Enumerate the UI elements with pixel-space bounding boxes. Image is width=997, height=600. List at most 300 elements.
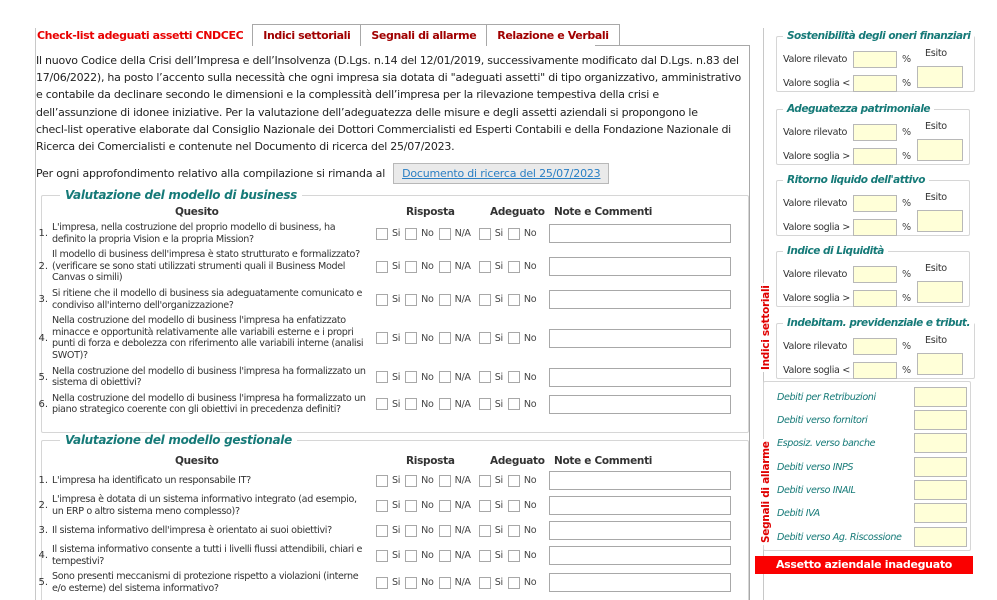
segnale-label: Debiti IVA <box>777 507 820 519</box>
checkbox-label: Si <box>494 577 503 589</box>
checkbox-label: Si <box>392 261 401 273</box>
percent-sign: % <box>902 365 911 376</box>
risposta-si-checkbox[interactable] <box>376 525 400 537</box>
valore-rilevato-label: Valore rilevato <box>783 54 848 65</box>
notes-input[interactable] <box>549 290 731 309</box>
column-header-row <box>32 455 740 469</box>
question-row <box>32 519 737 542</box>
tab-segnali-allarme[interactable]: Segnali di allarme <box>360 24 487 46</box>
notes-input[interactable] <box>549 471 731 490</box>
question-text: L'impresa ha identificato un responsabile IT? <box>52 474 251 486</box>
checkbox-box[interactable] <box>508 577 520 589</box>
question-row <box>32 542 737 569</box>
risposta-no-checkbox[interactable] <box>405 228 433 240</box>
risposta-si-checkbox[interactable] <box>376 398 400 410</box>
adeguato-si-checkbox[interactable] <box>479 332 503 344</box>
question-text: Il sistema informativo dell'impresa è orientato ai suoi obiettivi? <box>52 524 332 536</box>
indici-side-label: Indici settoriali <box>760 285 772 370</box>
risposta-na-checkbox[interactable] <box>439 261 471 273</box>
checkbox-label: No <box>421 398 434 410</box>
status-banner: Assetto aziendale inadeguato <box>755 556 973 574</box>
risposta-si-checkbox[interactable] <box>376 294 400 306</box>
question-number: 1. <box>38 475 48 486</box>
checkbox-box[interactable] <box>439 500 451 512</box>
checkbox-label: N/A <box>454 332 471 344</box>
indice-group <box>776 317 975 379</box>
risposta-no-checkbox[interactable] <box>405 371 433 383</box>
checkbox-label: No <box>523 228 537 240</box>
valore-rilevato-label: Valore rilevato <box>783 198 848 209</box>
checkbox-box[interactable] <box>508 550 520 562</box>
question-number: 4. <box>38 550 48 562</box>
answer-options <box>376 371 541 383</box>
valore-soglia-label: Valore soglia < <box>783 78 850 89</box>
segnale-label: Debiti verso Ag. Riscossione <box>777 531 902 543</box>
checkbox-box[interactable] <box>405 332 417 344</box>
checkbox-box[interactable] <box>439 294 451 306</box>
checkbox-label: N/A <box>454 294 471 306</box>
risposta-si-checkbox[interactable] <box>376 261 400 273</box>
column-note: Note e Commenti <box>554 206 653 218</box>
checkbox-label: No <box>523 398 537 410</box>
answer-options <box>376 332 541 344</box>
question-text: Il sistema informativo consente a tutti i livelli flussi attendibili, chiari e tempestivi? <box>52 544 363 567</box>
valore-soglia-row <box>783 362 911 379</box>
percent-sign: % <box>902 78 911 89</box>
question-text: Nella costruzione del modello di business l'impresa ha formalizzato un piano strategico coerente con gli obiettivi in precedenza definiti? <box>52 392 366 416</box>
checkbox-label: Si <box>494 475 503 486</box>
checkbox-box[interactable] <box>405 550 417 562</box>
valore-rilevato-row <box>783 338 911 355</box>
checkbox-box[interactable] <box>439 261 451 273</box>
checkbox-label: N/A <box>454 525 471 537</box>
valore-rilevato-input[interactable] <box>853 124 897 141</box>
question-row <box>32 286 737 313</box>
risposta-si-checkbox[interactable] <box>376 332 400 344</box>
checkbox-box[interactable] <box>508 371 520 383</box>
risposta-no-checkbox[interactable] <box>405 475 433 487</box>
checkbox-box[interactable] <box>439 475 451 487</box>
checkbox-box[interactable] <box>479 261 491 273</box>
segnale-row <box>777 527 967 547</box>
valore-rilevato-input[interactable] <box>853 195 897 212</box>
checkbox-box[interactable] <box>479 577 491 589</box>
checkbox-box[interactable] <box>479 371 491 383</box>
checkbox-label: No <box>421 371 434 383</box>
intro-line: dell’assunzione di idonee iniziative. Per la valutazione dell’adeguatezza delle misure e degli assetti aziendali si propongono le <box>36 105 698 119</box>
risposta-no-checkbox[interactable] <box>405 332 433 344</box>
risposta-no-checkbox[interactable] <box>405 294 433 306</box>
percent-sign: % <box>902 54 911 65</box>
esito-input[interactable] <box>917 281 963 303</box>
question-number: 3. <box>38 525 48 537</box>
checkbox-box[interactable] <box>405 261 417 273</box>
checkbox-box[interactable] <box>508 475 520 487</box>
checkbox-box[interactable] <box>508 261 520 273</box>
adeguato-si-checkbox[interactable] <box>479 228 503 240</box>
adeguato-no-checkbox[interactable] <box>508 475 536 487</box>
indice-title: Indebitam. previdenziale e tribut. <box>787 317 970 329</box>
checkbox-label: N/A <box>454 261 471 273</box>
adeguato-si-checkbox[interactable] <box>479 261 503 273</box>
column-adeguato: Adeguato <box>490 455 545 467</box>
checkbox-label: Si <box>494 332 503 344</box>
column-risposta: Risposta <box>406 455 455 467</box>
segnale-input[interactable] <box>914 527 967 547</box>
tab-indici-settoriali[interactable]: Indici settoriali <box>252 24 361 46</box>
checkbox-box[interactable] <box>439 525 451 537</box>
checkbox-label: Si <box>392 475 401 486</box>
checkbox-box[interactable] <box>405 577 417 589</box>
adeguato-no-checkbox[interactable] <box>508 500 536 512</box>
risposta-na-checkbox[interactable] <box>439 398 471 410</box>
notes-input[interactable] <box>549 257 731 276</box>
notes-input[interactable] <box>549 496 731 515</box>
segnale-row <box>777 457 967 477</box>
business-section-title: Valutazione del modello di business <box>65 188 298 202</box>
checkbox-box[interactable] <box>479 228 491 240</box>
notes-input[interactable] <box>549 521 731 540</box>
checkbox-label: No <box>523 332 537 344</box>
checkbox-label: Si <box>494 500 503 512</box>
checkbox-box[interactable] <box>439 398 451 410</box>
checkbox-label: Si <box>494 261 503 273</box>
risposta-si-checkbox[interactable] <box>376 500 400 512</box>
checkbox-box[interactable] <box>376 525 388 537</box>
segnale-row <box>777 410 967 430</box>
valore-soglia-input[interactable] <box>853 362 897 379</box>
risposta-na-checkbox[interactable] <box>439 294 471 306</box>
segnale-label: Esposiz. verso banche <box>777 437 876 449</box>
risposta-na-checkbox[interactable] <box>439 332 471 344</box>
question-number: 5. <box>38 577 48 589</box>
indice-group <box>776 174 970 236</box>
valore-soglia-label: Valore soglia > <box>783 293 850 304</box>
risposta-na-checkbox[interactable] <box>439 228 471 240</box>
indice-title: Ritorno liquido dell'attivo <box>787 174 925 186</box>
checkbox-box[interactable] <box>376 475 388 487</box>
esito-label: Esito <box>925 263 947 274</box>
checkbox-label: No <box>523 294 537 306</box>
checkbox-label: Si <box>494 228 503 240</box>
risposta-na-checkbox[interactable] <box>439 371 471 383</box>
question-row <box>32 313 737 363</box>
checkbox-box[interactable] <box>376 261 388 273</box>
question-row <box>32 492 737 519</box>
checkbox-box[interactable] <box>376 371 388 383</box>
valore-soglia-label: Valore soglia > <box>783 151 850 162</box>
question-text: L'impresa è dotata di un sistema informativo integrato (ad esempio, un ERP o altro sistema meno complesso)? <box>52 494 357 517</box>
segnale-input[interactable] <box>914 503 967 523</box>
adeguato-si-checkbox[interactable] <box>479 550 503 562</box>
checkbox-label: Si <box>494 294 503 306</box>
checkbox-label: N/A <box>454 500 471 512</box>
question-text: Si ritiene che il modello di business sia adeguatamente comunicato e condiviso all'interno dell'organizzazione? <box>52 287 363 311</box>
segnale-input[interactable] <box>914 410 967 430</box>
checkbox-box[interactable] <box>508 228 520 240</box>
adeguato-no-checkbox[interactable] <box>508 261 536 273</box>
segnale-label: Debiti verso INAIL <box>777 484 856 496</box>
risposta-no-checkbox[interactable] <box>405 550 433 562</box>
esito-input[interactable] <box>917 139 963 161</box>
checkbox-label: Si <box>392 398 401 410</box>
checkbox-box[interactable] <box>376 228 388 240</box>
notes-input[interactable] <box>549 224 731 243</box>
risposta-na-checkbox[interactable] <box>439 577 471 589</box>
notes-input[interactable] <box>549 368 731 387</box>
checkbox-label: N/A <box>454 371 471 383</box>
valore-soglia-row <box>783 75 911 92</box>
checkbox-box[interactable] <box>439 577 451 589</box>
checkbox-label: Si <box>392 228 401 240</box>
valore-rilevato-input[interactable] <box>853 266 897 283</box>
checkbox-label: Si <box>494 371 503 383</box>
question-text: L'impresa, nella costruzione del proprio modello di business, ha definito la propria Vision e la propria Mission? <box>52 222 336 245</box>
adeguato-no-checkbox[interactable] <box>508 577 536 589</box>
risposta-na-checkbox[interactable] <box>439 475 471 487</box>
risposta-no-checkbox[interactable] <box>405 500 433 512</box>
checkbox-box[interactable] <box>439 228 451 240</box>
question-row <box>32 391 737 418</box>
checkbox-box[interactable] <box>376 332 388 344</box>
valore-soglia-input[interactable] <box>853 75 897 92</box>
risposta-si-checkbox[interactable] <box>376 371 400 383</box>
valore-soglia-input[interactable] <box>853 148 897 165</box>
percent-sign: % <box>902 127 911 138</box>
esito-label: Esito <box>925 48 947 59</box>
column-header-row <box>32 206 740 220</box>
checkbox-box[interactable] <box>376 577 388 589</box>
risposta-na-checkbox[interactable] <box>439 500 471 512</box>
valore-soglia-label: Valore soglia > <box>783 222 850 233</box>
adeguato-no-checkbox[interactable] <box>508 294 536 306</box>
question-row <box>32 247 737 286</box>
checkbox-label: Si <box>494 525 503 537</box>
answer-options <box>376 398 541 410</box>
answer-options <box>376 294 541 306</box>
question-text: Sono presenti meccanismi di protezione rispetto a violazioni (interne e/o esterne) del sistema informativo? <box>52 571 359 594</box>
valore-soglia-input[interactable] <box>853 290 897 307</box>
intro-line: checl-list operative elaborate dal Consiglio Nazionale dei Dottori Commercialisti ed Esperti Contabili e della Fondazione Nazionale di <box>36 122 731 136</box>
percent-sign: % <box>902 269 911 280</box>
checkbox-label: No <box>523 261 537 273</box>
esito-input[interactable] <box>917 210 963 232</box>
question-number: 6. <box>38 398 48 410</box>
checkbox-label: No <box>523 577 537 589</box>
segnale-row <box>777 433 967 453</box>
answer-options <box>376 577 541 589</box>
esito-input[interactable] <box>917 66 963 88</box>
adeguato-no-checkbox[interactable] <box>508 228 536 240</box>
checkbox-label: N/A <box>454 398 471 410</box>
checkbox-label: Si <box>494 398 503 410</box>
notes-input[interactable] <box>549 573 731 592</box>
valore-rilevato-row <box>783 195 911 212</box>
segnale-input[interactable] <box>914 480 967 500</box>
question-number: 1. <box>38 228 48 240</box>
risposta-si-checkbox[interactable] <box>376 550 400 562</box>
risposta-no-checkbox[interactable] <box>405 577 433 589</box>
column-risposta: Risposta <box>406 206 455 218</box>
segnale-input[interactable] <box>914 457 967 477</box>
checkbox-box[interactable] <box>376 294 388 306</box>
tab-relazione-verbali[interactable]: Relazione e Verbali <box>486 24 619 46</box>
checkbox-label: Si <box>392 371 401 383</box>
adeguato-no-checkbox[interactable] <box>508 332 536 344</box>
adeguato-si-checkbox[interactable] <box>479 500 503 512</box>
valore-rilevato-row <box>783 266 911 283</box>
checkbox-box[interactable] <box>405 294 417 306</box>
tab-bar <box>36 24 620 46</box>
checkbox-label: No <box>421 475 434 486</box>
percent-sign: % <box>902 293 911 304</box>
segnale-row <box>777 387 967 407</box>
checkbox-label: No <box>523 550 537 562</box>
risposta-no-checkbox[interactable] <box>405 525 433 537</box>
valore-rilevato-label: Valore rilevato <box>783 269 848 280</box>
risposta-no-checkbox[interactable] <box>405 398 433 410</box>
segnale-label: Debiti verso INPS <box>777 461 854 473</box>
checkbox-box[interactable] <box>479 398 491 410</box>
column-note: Note e Commenti <box>554 455 653 467</box>
gestionale-questions <box>32 455 740 597</box>
question-number: 3. <box>38 294 48 306</box>
checkbox-label: No <box>421 525 434 537</box>
risposta-na-checkbox[interactable] <box>439 550 471 562</box>
checkbox-box[interactable] <box>508 525 520 537</box>
percent-sign: % <box>902 341 911 352</box>
valore-soglia-row <box>783 219 911 236</box>
valore-rilevato-input[interactable] <box>853 338 897 355</box>
checkbox-box[interactable] <box>479 525 491 537</box>
intro-text <box>36 52 750 155</box>
checkbox-box[interactable] <box>508 500 520 512</box>
checkbox-box[interactable] <box>479 500 491 512</box>
checkbox-box[interactable] <box>405 398 417 410</box>
checkbox-box[interactable] <box>405 475 417 487</box>
checkbox-label: No <box>421 577 434 589</box>
checkbox-label: No <box>523 525 537 537</box>
adeguato-no-checkbox[interactable] <box>508 525 536 537</box>
intro-line: e contabile da declinare secondo le dimensioni e la complessità dell’impresa per la rilevazione tempestiva della crisi e <box>36 88 659 102</box>
answer-options <box>376 261 541 273</box>
question-row <box>32 569 737 596</box>
checkbox-box[interactable] <box>479 550 491 562</box>
adeguato-si-checkbox[interactable] <box>479 577 503 589</box>
checkbox-label: No <box>421 332 434 344</box>
reference-text: Per ogni approfondimento relativo alla compilazione si rimanda al <box>36 167 386 180</box>
segnale-row <box>777 480 967 500</box>
segnale-label: Debiti verso fornitori <box>777 414 868 426</box>
checkbox-label: Si <box>392 294 401 306</box>
question-number: 2. <box>38 500 48 512</box>
segnale-input[interactable] <box>914 433 967 453</box>
adeguato-si-checkbox[interactable] <box>479 398 503 410</box>
checkbox-label: Si <box>392 550 401 562</box>
checkbox-box[interactable] <box>405 228 417 240</box>
notes-input[interactable] <box>549 395 731 414</box>
checkbox-label: Si <box>392 577 401 589</box>
checkbox-label: Si <box>392 500 401 512</box>
risposta-si-checkbox[interactable] <box>376 475 400 487</box>
indice-group <box>776 245 970 307</box>
percent-sign: % <box>902 222 911 233</box>
adeguato-si-checkbox[interactable] <box>479 294 503 306</box>
checkbox-label: No <box>523 371 537 383</box>
intro-line: Ricerca dei Comercialisti e contenute nel Documento di ricerca del 25/07/2023. <box>36 140 455 154</box>
esito-label: Esito <box>925 121 947 132</box>
checkbox-box[interactable] <box>479 475 491 487</box>
checkbox-box[interactable] <box>508 294 520 306</box>
checkbox-box[interactable] <box>479 332 491 344</box>
checkbox-box[interactable] <box>439 332 451 344</box>
risposta-no-checkbox[interactable] <box>405 261 433 273</box>
checkbox-box[interactable] <box>405 525 417 537</box>
risposta-na-checkbox[interactable] <box>439 525 471 537</box>
checkbox-box[interactable] <box>376 550 388 562</box>
adeguato-no-checkbox[interactable] <box>508 550 536 562</box>
checkbox-box[interactable] <box>508 332 520 344</box>
adeguato-si-checkbox[interactable] <box>479 371 503 383</box>
esito-input[interactable] <box>917 353 963 375</box>
valore-rilevato-input[interactable] <box>853 51 897 68</box>
checkbox-box[interactable] <box>508 398 520 410</box>
segnale-label: Debiti per Retribuzioni <box>777 391 876 403</box>
percent-sign: % <box>902 151 911 162</box>
checkbox-box[interactable] <box>405 371 417 383</box>
adeguato-si-checkbox[interactable] <box>479 475 503 487</box>
checkbox-box[interactable] <box>376 500 388 512</box>
question-row <box>32 469 737 492</box>
valore-soglia-row <box>783 148 911 165</box>
checkbox-box[interactable] <box>439 550 451 562</box>
risposta-si-checkbox[interactable] <box>376 577 400 589</box>
question-text: Il modello di business dell'impresa è stato strutturato e formalizzato? (verificare se sono stati utilizzati strumenti quali il Business Model Canvas o simili) <box>52 249 360 284</box>
esito-label: Esito <box>925 192 947 203</box>
valore-soglia-label: Valore soglia < <box>783 365 850 376</box>
checkbox-label: Si <box>392 332 401 344</box>
esito-label: Esito <box>925 335 947 346</box>
checkbox-box[interactable] <box>376 398 388 410</box>
segnali-side-label: Segnali di allarme <box>760 441 772 543</box>
checkbox-box[interactable] <box>439 371 451 383</box>
notes-input[interactable] <box>549 546 731 565</box>
tab-checklist[interactable]: Check-list adeguati assetti CNDCEC <box>36 24 253 46</box>
risposta-si-checkbox[interactable] <box>376 228 400 240</box>
checkbox-box[interactable] <box>479 294 491 306</box>
indice-group <box>776 103 970 165</box>
valore-rilevato-label: Valore rilevato <box>783 341 848 352</box>
checkbox-box[interactable] <box>405 500 417 512</box>
notes-input[interactable] <box>549 329 731 348</box>
adeguato-si-checkbox[interactable] <box>479 525 503 537</box>
adeguato-no-checkbox[interactable] <box>508 398 536 410</box>
checkbox-label: N/A <box>454 577 471 589</box>
question-number: 5. <box>38 371 48 383</box>
gestionale-section-title: Valutazione del modello gestionale <box>65 433 292 447</box>
intro-line: Il nuovo Codice della Crisi dell’Impresa e dell’Insolvenza (D.Lgs. n.14 del 12/01/2019, successivamente modificato dal D.Lgs. n.83 del <box>36 54 739 67</box>
valore-soglia-row <box>783 290 911 307</box>
answer-options <box>376 550 541 562</box>
segnale-input[interactable] <box>914 387 967 407</box>
valore-soglia-input[interactable] <box>853 219 897 236</box>
adeguato-no-checkbox[interactable] <box>508 371 536 383</box>
business-questions <box>32 206 740 418</box>
question-text: Nella costruzione del modello di business l'impresa ha formalizzato un sistema di obiettivi? <box>52 365 366 389</box>
question-text: Nella costruzione del modello di business l'impresa ha enfatizzato minacce e opportunità relativamente alle variabili esterne e i propri punti di forza e debolezza con riferimento alle variabili interne (analisi SWOT)? <box>52 315 364 361</box>
checkbox-label: Si <box>494 550 503 562</box>
documento-ricerca-link[interactable]: Documento di ricerca del 25/07/2023 <box>393 163 609 184</box>
